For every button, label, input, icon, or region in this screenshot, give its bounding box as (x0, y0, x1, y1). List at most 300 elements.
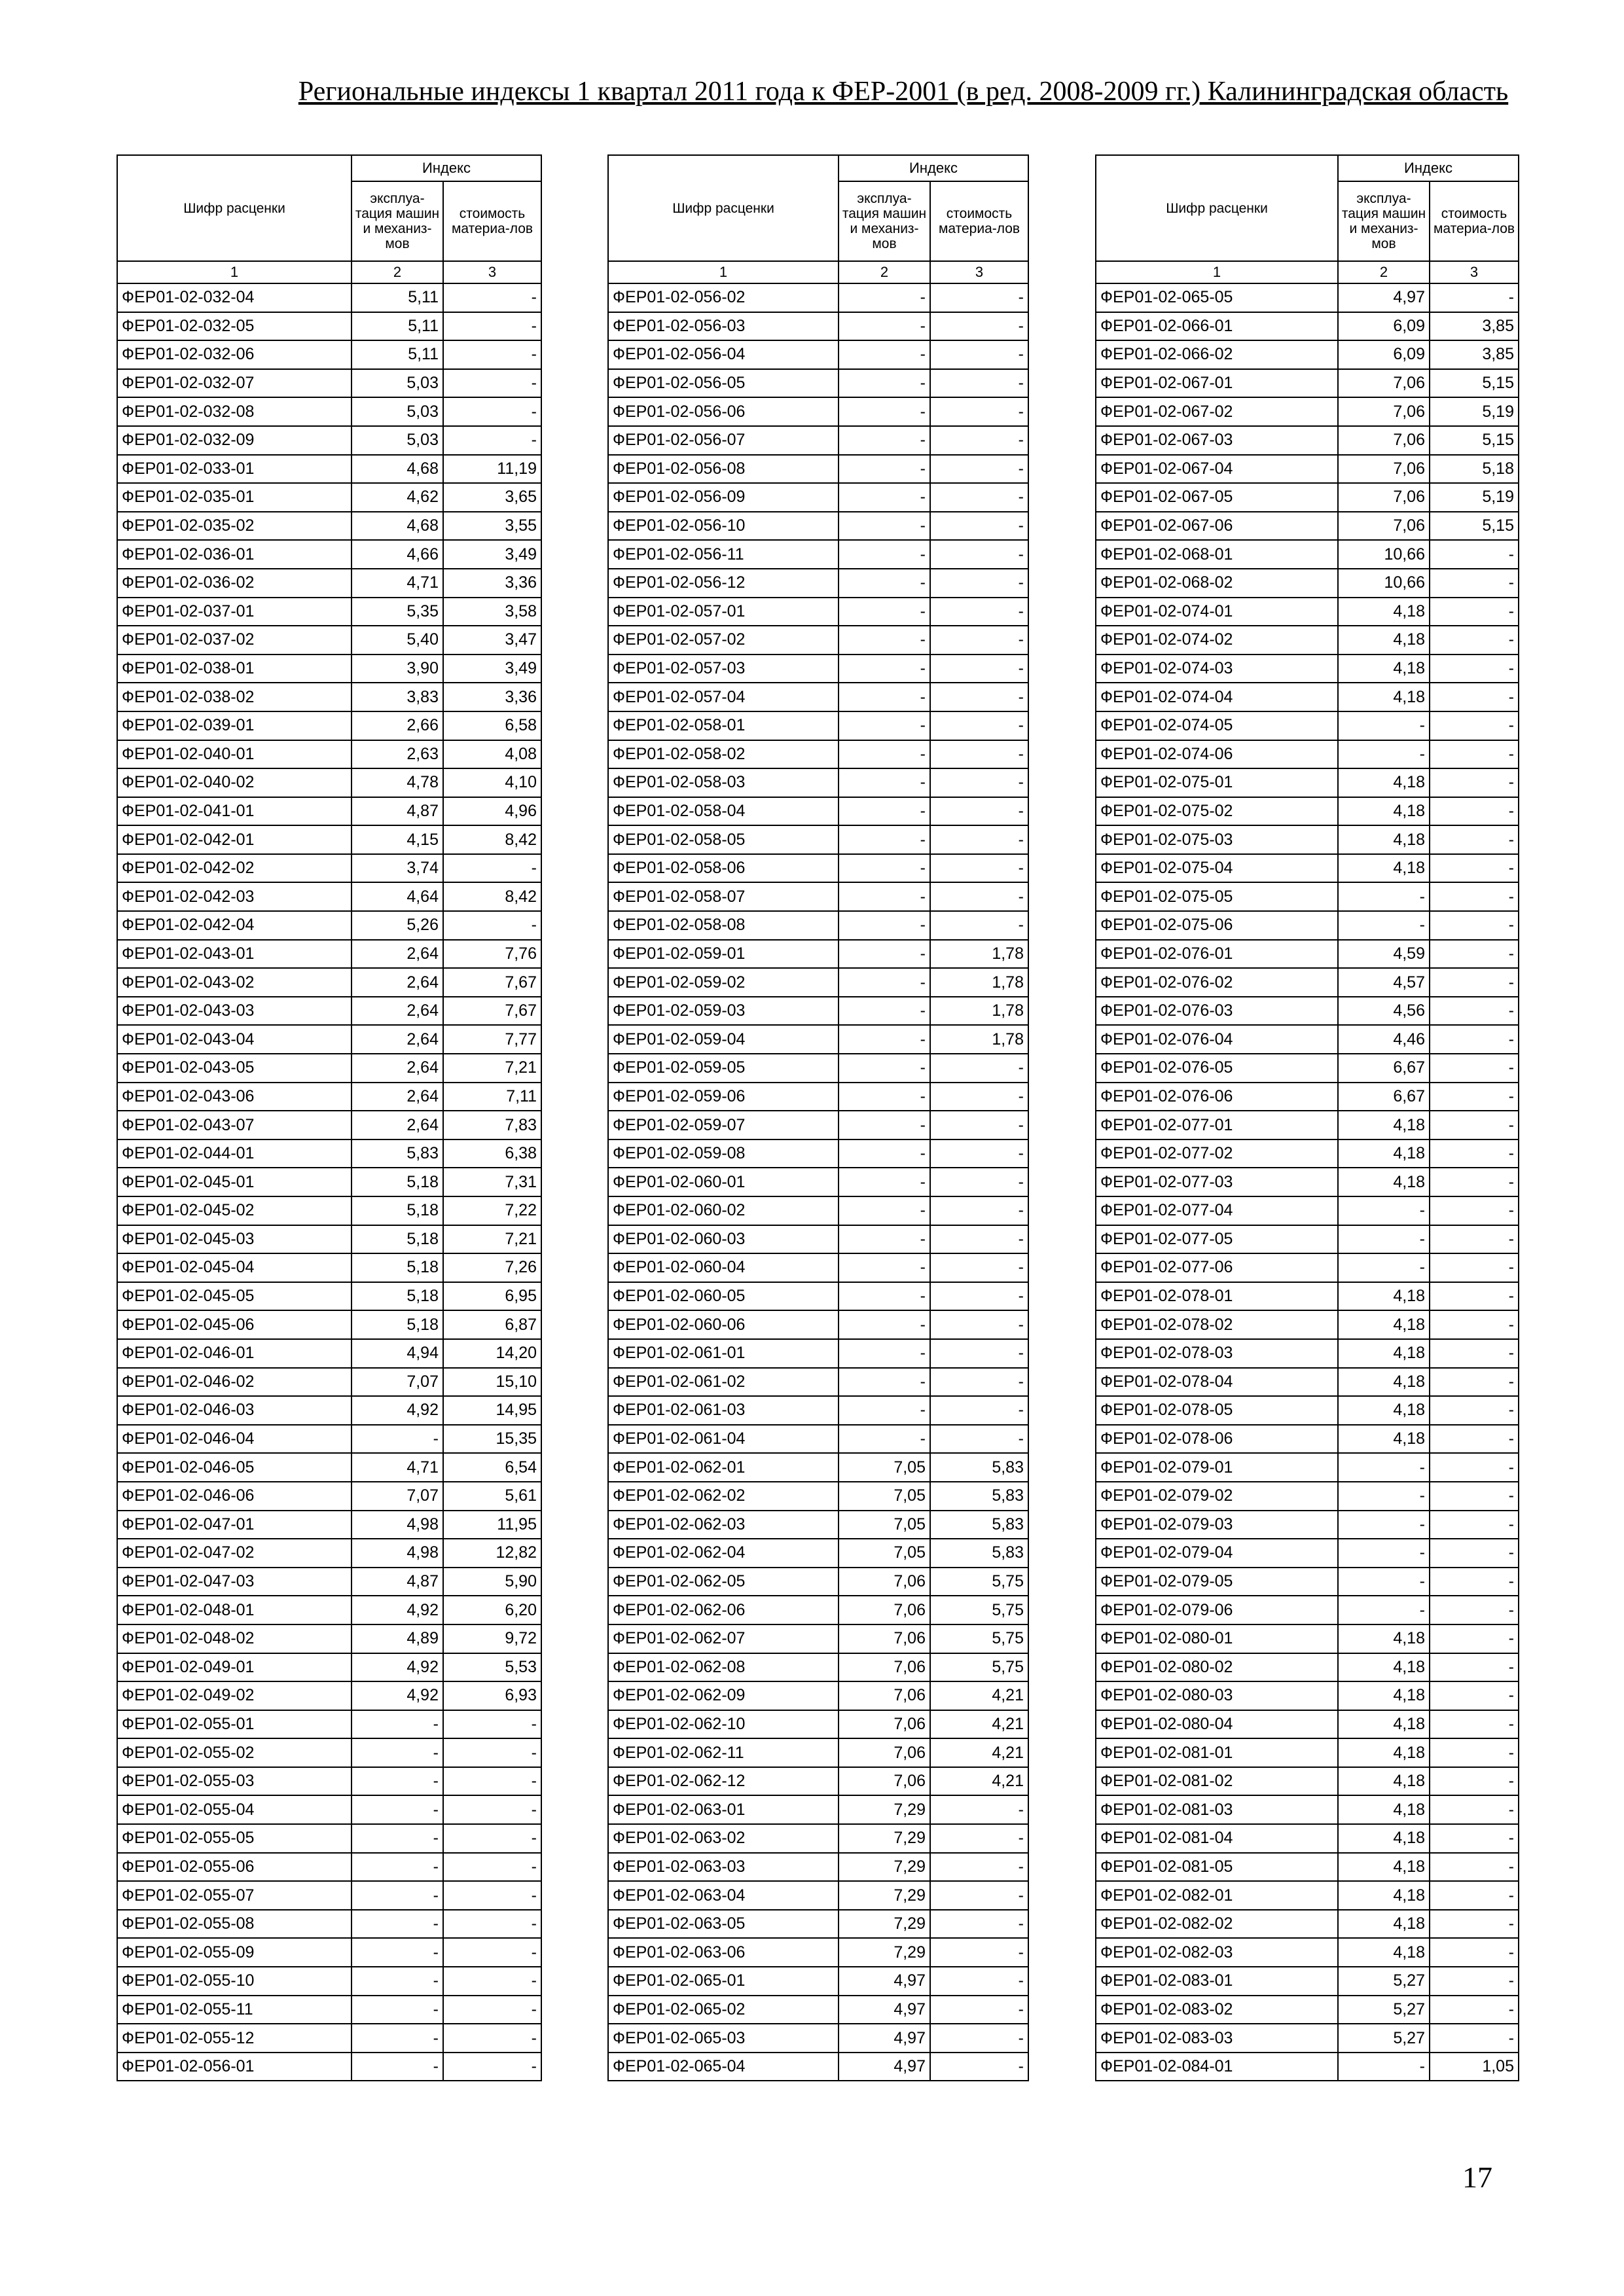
table-row (117, 1824, 541, 1853)
material-index-cell: 3,58 (443, 598, 541, 626)
material-index-cell: - (1430, 1738, 1519, 1767)
table-row (1096, 825, 1519, 854)
machine-index-cell: - (352, 1938, 443, 1967)
machine-index-cell: 5,27 (1338, 2024, 1430, 2053)
machine-index-cell: 4,18 (1338, 1653, 1430, 1682)
rate-code-cell: ФЕР01-02-055-03 (117, 1767, 352, 1796)
table-row (1096, 1453, 1519, 1482)
rate-code-cell: ФЕР01-02-043-05 (117, 1054, 352, 1083)
machine-index-cell: - (352, 1710, 443, 1739)
material-index-cell: - (1430, 711, 1519, 740)
rate-code-cell: ФЕР01-02-032-07 (117, 369, 352, 398)
table-row (1096, 1824, 1519, 1853)
rate-code-cell: ФЕР01-02-065-01 (608, 1967, 839, 1996)
machine-index-cell: 2,64 (352, 1025, 443, 1054)
machine-index-cell: - (839, 740, 930, 769)
machine-index-cell: - (1338, 1196, 1430, 1225)
table-row (1096, 1710, 1519, 1739)
material-index-cell: - (1430, 854, 1519, 883)
table-row (1096, 1881, 1519, 1910)
column-number: 1 (117, 261, 352, 283)
material-index-cell: - (1430, 1795, 1519, 1824)
material-index-cell: 5,75 (930, 1596, 1028, 1624)
rate-code-cell: ФЕР01-02-075-04 (1096, 854, 1338, 883)
table-row (1096, 512, 1519, 541)
material-index-cell: 5,75 (930, 1653, 1028, 1682)
rate-code-cell: ФЕР01-02-074-03 (1096, 655, 1338, 683)
rate-code-cell: ФЕР01-02-060-01 (608, 1168, 839, 1196)
rate-code-cell: ФЕР01-02-080-02 (1096, 1653, 1338, 1682)
rate-code-cell: ФЕР01-02-047-03 (117, 1568, 352, 1596)
material-index-cell: 3,49 (443, 540, 541, 569)
rate-code-cell: ФЕР01-02-032-09 (117, 426, 352, 455)
rate-code-cell: ФЕР01-02-077-04 (1096, 1196, 1338, 1225)
machine-index-cell: 4,68 (352, 455, 443, 484)
material-index-cell: - (1430, 1539, 1519, 1568)
code-header: Шифр расценки (1096, 155, 1338, 261)
rate-code-cell: ФЕР01-02-061-04 (608, 1425, 839, 1454)
rate-code-cell: ФЕР01-02-076-03 (1096, 997, 1338, 1026)
material-index-cell: 5,19 (1430, 397, 1519, 426)
rate-code-cell: ФЕР01-02-065-02 (608, 1996, 839, 2024)
material-index-cell: - (1430, 1425, 1519, 1454)
rate-code-cell: ФЕР01-02-032-08 (117, 397, 352, 426)
rate-code-cell: ФЕР01-02-037-01 (117, 598, 352, 626)
rate-code-cell: ФЕР01-02-055-09 (117, 1938, 352, 1967)
machine-index-cell: 5,18 (352, 1196, 443, 1225)
code-header: Шифр расценки (117, 155, 352, 261)
table-row (608, 1824, 1028, 1853)
material-index-cell: 7,76 (443, 940, 541, 969)
machine-index-cell: 4,18 (1338, 1339, 1430, 1368)
machine-index-cell: 7,06 (1338, 426, 1430, 455)
table-row (1096, 569, 1519, 598)
material-index-cell: - (930, 825, 1028, 854)
table-row (608, 1054, 1028, 1083)
rate-code-cell: ФЕР01-02-058-03 (608, 768, 839, 797)
material-index-cell: - (930, 1795, 1028, 1824)
machine-index-cell: 5,27 (1338, 1996, 1430, 2024)
material-index-cell: - (930, 1196, 1028, 1225)
material-index-cell: - (1430, 1767, 1519, 1796)
rate-code-cell: ФЕР01-02-079-02 (1096, 1482, 1338, 1511)
rate-code-cell: ФЕР01-02-059-06 (608, 1083, 839, 1111)
material-index-cell: - (930, 2053, 1028, 2081)
machine-index-cell: 2,64 (352, 1054, 443, 1083)
rate-code-cell: ФЕР01-02-061-03 (608, 1396, 839, 1425)
machine-index-cell: - (352, 1881, 443, 1910)
machine-index-cell: 4,18 (1338, 1681, 1430, 1710)
material-index-cell: 4,21 (930, 1710, 1028, 1739)
machine-index-cell: 7,06 (839, 1568, 930, 1596)
table-row (117, 1111, 541, 1139)
machine-index-cell: - (839, 598, 930, 626)
material-index-cell: 4,10 (443, 768, 541, 797)
machine-index-cell: - (839, 1225, 930, 1254)
table-row (117, 1425, 541, 1454)
table-row (1096, 1111, 1519, 1139)
machine-index-cell: 4,59 (1338, 940, 1430, 969)
machine-index-cell: 4,18 (1338, 655, 1430, 683)
machine-index-cell: 3,74 (352, 854, 443, 883)
material-index-cell: - (930, 882, 1028, 911)
material-index-cell: - (930, 1083, 1028, 1111)
material-index-cell: - (1430, 283, 1519, 312)
rate-code-cell: ФЕР01-02-044-01 (117, 1139, 352, 1168)
machine-index-cell: 4,18 (1338, 768, 1430, 797)
material-index-cell: - (930, 1938, 1028, 1967)
machine-index-cell: 7,06 (839, 1738, 930, 1767)
machine-index-cell: - (839, 655, 930, 683)
material-index-cell: - (930, 854, 1028, 883)
material-index-cell: - (443, 1881, 541, 1910)
material-index-cell: - (1430, 1482, 1519, 1511)
material-index-cell: - (930, 2024, 1028, 2053)
table-row (608, 1795, 1028, 1824)
table-row (117, 825, 541, 854)
rate-code-cell: ФЕР01-02-059-04 (608, 1025, 839, 1054)
material-index-cell: - (930, 1967, 1028, 1996)
table-row (608, 882, 1028, 911)
rate-code-cell: ФЕР01-02-083-01 (1096, 1967, 1338, 1996)
material-index-cell: - (443, 2053, 541, 2081)
rate-code-cell: ФЕР01-02-033-01 (117, 455, 352, 484)
table-row (608, 312, 1028, 341)
machine-index-cell: 4,92 (352, 1653, 443, 1682)
table-row (1096, 940, 1519, 969)
machine-index-cell: - (1338, 1539, 1430, 1568)
table-row (117, 1938, 541, 1967)
material-index-cell: 3,36 (443, 569, 541, 598)
material-index-cell: - (930, 797, 1028, 826)
machine-index-cell: 5,27 (1338, 1967, 1430, 1996)
table-row (117, 598, 541, 626)
rate-code-cell: ФЕР01-02-043-07 (117, 1111, 352, 1139)
material-index-cell: 6,87 (443, 1310, 541, 1339)
machine-index-cell: - (839, 1396, 930, 1425)
table-row (117, 1681, 541, 1710)
machine-index-cell: 7,05 (839, 1482, 930, 1511)
material-index-cell: 9,72 (443, 1624, 541, 1653)
material-index-cell: - (1430, 1139, 1519, 1168)
column-number: 2 (839, 261, 930, 283)
machine-index-cell: 4,46 (1338, 1025, 1430, 1054)
table-row (117, 1710, 541, 1739)
table-row (608, 1596, 1028, 1624)
table-row (608, 997, 1028, 1026)
machine-index-cell: - (352, 1738, 443, 1767)
table-row (117, 569, 541, 598)
rate-code-cell: ФЕР01-02-067-04 (1096, 455, 1338, 484)
material-index-cell: 4,96 (443, 797, 541, 826)
machine-index-cell: 4,97 (839, 2024, 930, 2053)
machine-index-cell: 5,18 (352, 1168, 443, 1196)
rate-code-cell: ФЕР01-02-046-02 (117, 1368, 352, 1397)
table-row (1096, 911, 1519, 940)
table-row (608, 1310, 1028, 1339)
index-table-3 (1095, 154, 1519, 2081)
rate-code-cell: ФЕР01-02-046-06 (117, 1482, 352, 1511)
rate-code-cell: ФЕР01-02-083-02 (1096, 1996, 1338, 2024)
table-row (117, 1054, 541, 1083)
machine-index-cell: - (352, 2053, 443, 2081)
material-index-cell: - (1430, 598, 1519, 626)
table-row (1096, 1168, 1519, 1196)
machine-index-cell: 4,92 (352, 1681, 443, 1710)
material-index-cell: - (1430, 1910, 1519, 1939)
material-index-cell: 7,77 (443, 1025, 541, 1054)
rate-code-cell: ФЕР01-02-065-03 (608, 2024, 839, 2053)
machine-index-cell: - (839, 1139, 930, 1168)
table-row (117, 1767, 541, 1796)
machine-index-cell: 5,11 (352, 340, 443, 369)
rate-code-cell: ФЕР01-02-065-04 (608, 2053, 839, 2081)
machine-index-cell: 4,62 (352, 483, 443, 512)
machine-index-cell: 4,66 (352, 540, 443, 569)
table-row (1096, 1853, 1519, 1882)
material-index-cell: 7,26 (443, 1253, 541, 1282)
rate-code-cell: ФЕР01-02-057-02 (608, 626, 839, 655)
rate-code-cell: ФЕР01-02-059-07 (608, 1111, 839, 1139)
table-row (1096, 483, 1519, 512)
table-row (117, 1967, 541, 1996)
table-row (117, 283, 541, 312)
material-index-cell: 6,54 (443, 1453, 541, 1482)
table-row (117, 968, 541, 997)
rate-code-cell: ФЕР01-02-032-05 (117, 312, 352, 341)
table-row (608, 1425, 1028, 1454)
machine-index-cell: 7,06 (1338, 369, 1430, 398)
table-row (117, 683, 541, 711)
rate-code-cell: ФЕР01-02-055-11 (117, 1996, 352, 2024)
table-row (117, 1083, 541, 1111)
machine-index-cell: - (352, 1910, 443, 1939)
table-row (117, 797, 541, 826)
machine-index-cell: - (839, 312, 930, 341)
table-row (117, 854, 541, 883)
table-row (117, 1624, 541, 1653)
material-index-cell: - (1430, 1168, 1519, 1196)
page-title: Региональные индексы 1 квартал 2011 года к ФЕР-2001 (в ред. 2008-2009 гг.) Калининградская область (298, 77, 1509, 107)
material-index-cell: 11,19 (443, 455, 541, 484)
rate-code-cell: ФЕР01-02-059-01 (608, 940, 839, 969)
material-index-cell: - (1430, 540, 1519, 569)
material-index-cell: - (443, 1967, 541, 1996)
material-index-cell: - (1430, 1054, 1519, 1083)
machine-index-cell: 4,18 (1338, 1425, 1430, 1454)
machine-index-cell: - (839, 997, 930, 1026)
material-index-cell: 5,19 (1430, 483, 1519, 512)
rate-code-cell: ФЕР01-02-041-01 (117, 797, 352, 826)
table-row (117, 397, 541, 426)
table-row (608, 1368, 1028, 1397)
machine-index-cell: - (839, 940, 930, 969)
rate-code-cell: ФЕР01-02-058-08 (608, 911, 839, 940)
table-row (117, 940, 541, 969)
table-row (1096, 655, 1519, 683)
machine-index-cell: 4,71 (352, 1453, 443, 1482)
rate-code-cell: ФЕР01-02-056-06 (608, 397, 839, 426)
machine-index-cell: - (839, 369, 930, 398)
rate-code-cell: ФЕР01-02-060-04 (608, 1253, 839, 1282)
table-row (117, 1396, 541, 1425)
material-index-cell: - (443, 1710, 541, 1739)
machine-index-cell: - (839, 911, 930, 940)
table-row (608, 626, 1028, 655)
table-row (608, 1624, 1028, 1653)
machine-index-cell: 7,06 (839, 1653, 930, 1682)
rate-code-cell: ФЕР01-02-081-02 (1096, 1767, 1338, 1796)
material-index-cell: - (930, 711, 1028, 740)
machine-index-cell: 5,03 (352, 426, 443, 455)
rate-code-cell: ФЕР01-02-042-01 (117, 825, 352, 854)
material-index-cell: - (443, 312, 541, 341)
machine-index-cell: 7,29 (839, 1795, 930, 1824)
machine-index-cell: 4,18 (1338, 1111, 1430, 1139)
machine-index-cell: 7,05 (839, 1539, 930, 1568)
table-row (1096, 1738, 1519, 1767)
rate-code-cell: ФЕР01-02-083-03 (1096, 2024, 1338, 2053)
material-index-cell: - (1430, 1111, 1519, 1139)
rate-code-cell: ФЕР01-02-055-12 (117, 2024, 352, 2053)
column-number: 2 (1338, 261, 1430, 283)
material-index-cell: - (443, 2024, 541, 2053)
table-row (117, 1025, 541, 1054)
table-row (1096, 1253, 1519, 1282)
machine-index-cell: 4,15 (352, 825, 443, 854)
machine-index-cell: 4,18 (1338, 683, 1430, 711)
rate-code-cell: ФЕР01-02-043-02 (117, 968, 352, 997)
table-row (117, 1539, 541, 1568)
table-row (608, 1996, 1028, 2024)
material-index-cell: - (930, 1910, 1028, 1939)
machine-index-cell: 4,78 (352, 768, 443, 797)
machine-index-cell: 4,89 (352, 1624, 443, 1653)
rate-code-cell: ФЕР01-02-039-01 (117, 711, 352, 740)
rate-code-cell: ФЕР01-02-038-01 (117, 655, 352, 683)
materials-header: стоимость материа-лов (930, 181, 1028, 261)
machine-index-cell: 4,18 (1338, 1396, 1430, 1425)
machine-index-cell: 7,29 (839, 1938, 930, 1967)
rate-code-cell: ФЕР01-02-079-03 (1096, 1511, 1338, 1539)
table-row (1096, 1767, 1519, 1796)
rate-code-cell: ФЕР01-02-067-03 (1096, 426, 1338, 455)
machines-header: эксплуа-тация машин и механиз-мов (839, 181, 930, 261)
material-index-cell: - (930, 1824, 1028, 1853)
machine-index-cell: 6,67 (1338, 1054, 1430, 1083)
material-index-cell: - (1430, 1938, 1519, 1967)
rate-code-cell: ФЕР01-02-059-08 (608, 1139, 839, 1168)
material-index-cell: 1,78 (930, 997, 1028, 1026)
rate-code-cell: ФЕР01-02-078-04 (1096, 1368, 1338, 1397)
material-index-cell: - (930, 1168, 1028, 1196)
machine-index-cell: 4,64 (352, 882, 443, 911)
rate-code-cell: ФЕР01-02-075-06 (1096, 911, 1338, 940)
rate-code-cell: ФЕР01-02-056-11 (608, 540, 839, 569)
machine-index-cell: 4,18 (1338, 825, 1430, 854)
table-row (1096, 968, 1519, 997)
rate-code-cell: ФЕР01-02-077-06 (1096, 1253, 1338, 1282)
machine-index-cell: 4,87 (352, 1568, 443, 1596)
table-row (117, 1168, 541, 1196)
machine-index-cell: - (839, 768, 930, 797)
material-index-cell: 1,78 (930, 940, 1028, 969)
machine-index-cell: - (1338, 1596, 1430, 1624)
material-index-cell: - (443, 854, 541, 883)
material-index-cell: 7,67 (443, 968, 541, 997)
machine-index-cell: 4,94 (352, 1339, 443, 1368)
machine-index-cell: 5,18 (352, 1310, 443, 1339)
material-index-cell: 6,93 (443, 1681, 541, 1710)
machine-index-cell: 7,29 (839, 1910, 930, 1939)
rate-code-cell: ФЕР01-02-082-02 (1096, 1910, 1338, 1939)
table-row (117, 540, 541, 569)
material-index-cell: - (1430, 1710, 1519, 1739)
machine-index-cell: 7,07 (352, 1482, 443, 1511)
rate-code-cell: ФЕР01-02-062-04 (608, 1539, 839, 1568)
material-index-cell: - (930, 740, 1028, 769)
material-index-cell: - (1430, 1225, 1519, 1254)
machine-index-cell: 10,66 (1338, 569, 1430, 598)
material-index-cell: 7,67 (443, 997, 541, 1026)
rate-code-cell: ФЕР01-02-038-02 (117, 683, 352, 711)
table-row (608, 1196, 1028, 1225)
machine-index-cell: - (839, 397, 930, 426)
table-row (608, 1938, 1028, 1967)
table-row (117, 911, 541, 940)
table-row (117, 2053, 541, 2081)
machine-index-cell: 4,18 (1338, 854, 1430, 883)
machine-index-cell: 7,29 (839, 1853, 930, 1882)
material-index-cell: 4,21 (930, 1738, 1028, 1767)
table-row (608, 1568, 1028, 1596)
rate-code-cell: ФЕР01-02-077-02 (1096, 1139, 1338, 1168)
machine-index-cell: 10,66 (1338, 540, 1430, 569)
table-row (1096, 626, 1519, 655)
table-row (608, 283, 1028, 312)
table-row (1096, 1653, 1519, 1682)
material-index-cell: - (1430, 2024, 1519, 2053)
material-index-cell: - (1430, 997, 1519, 1026)
machine-index-cell: - (839, 1196, 930, 1225)
machine-index-cell: - (839, 283, 930, 312)
table-row (608, 1482, 1028, 1511)
machine-index-cell: 5,18 (352, 1282, 443, 1311)
table-row (608, 968, 1028, 997)
rate-code-cell: ФЕР01-02-062-11 (608, 1738, 839, 1767)
table-row (608, 340, 1028, 369)
material-index-cell: - (1430, 768, 1519, 797)
material-index-cell: - (1430, 626, 1519, 655)
rate-code-cell: ФЕР01-02-046-01 (117, 1339, 352, 1368)
rate-code-cell: ФЕР01-02-062-08 (608, 1653, 839, 1682)
table-row (608, 2053, 1028, 2081)
material-index-cell: 5,15 (1430, 369, 1519, 398)
material-index-cell: - (1430, 1853, 1519, 1882)
table-row (608, 797, 1028, 826)
material-index-cell: - (1430, 1967, 1519, 1996)
table-row (1096, 1568, 1519, 1596)
material-index-cell: - (930, 397, 1028, 426)
table-row (117, 1596, 541, 1624)
material-index-cell: - (1430, 1881, 1519, 1910)
table-row (608, 683, 1028, 711)
material-index-cell: - (1430, 1824, 1519, 1853)
table-row (1096, 797, 1519, 826)
machine-index-cell: - (839, 512, 930, 541)
machine-index-cell: 4,98 (352, 1539, 443, 1568)
rate-code-cell: ФЕР01-02-037-02 (117, 626, 352, 655)
